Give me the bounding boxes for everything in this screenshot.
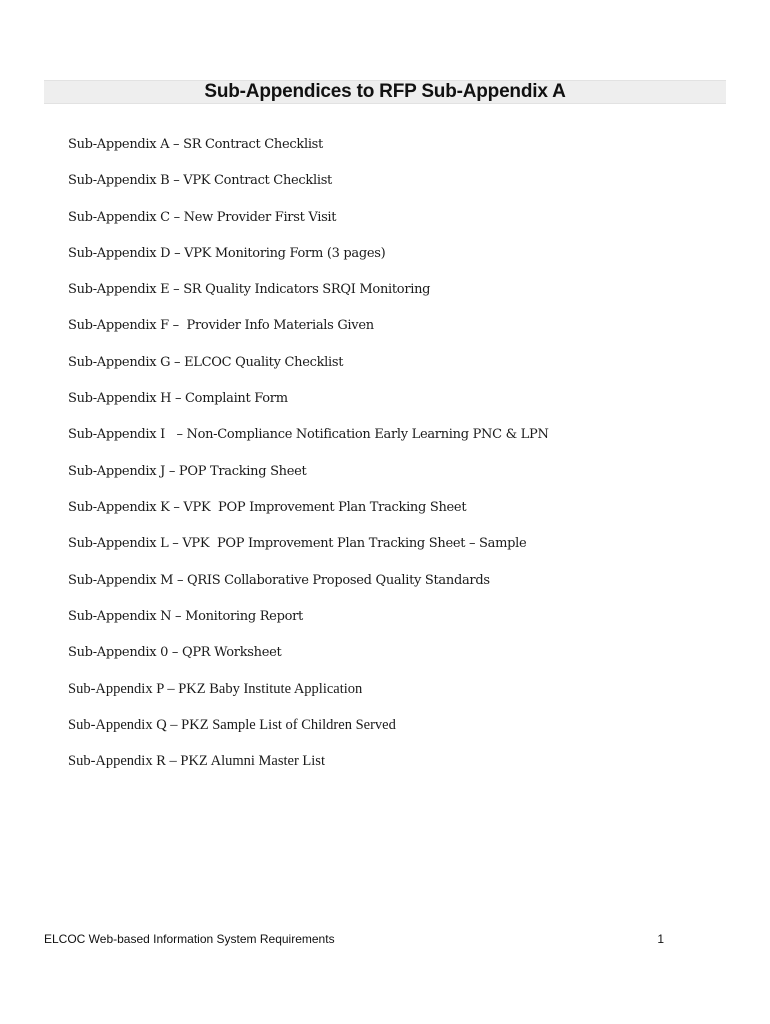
list-item: Sub-Appendix G – ELCOC Quality Checklist — [68, 354, 344, 370]
list-item: Sub-Appendix C – New Provider First Visit — [68, 209, 337, 225]
list-item: Sub-Appendix D – VPK Monitoring Form (3 pages) — [68, 245, 386, 261]
list-item: Sub-Appendix E – SR Quality Indicators SRQI Monitoring — [68, 282, 431, 298]
list-item: Sub-Appendix M – QRIS Collaborative Proposed Quality Standards — [68, 572, 490, 588]
footer-title: ELCOC Web-based Information System Requirements — [44, 932, 335, 946]
list-item: Sub-Appendix 0 – QPR Worksheet — [68, 645, 282, 661]
list-item: Sub-Appendix A – SR Contract Checklist — [68, 137, 323, 152]
list-item: Sub-Appendix F – Provider Info Materials Given — [68, 318, 374, 334]
title-bar — [44, 80, 726, 104]
list-item: Sub-Appendix J – POP Tracking Sheet — [68, 463, 307, 479]
list-item: Sub-Appendix I – Non-Compliance Notification Early Learning PNC & LPN — [68, 427, 549, 443]
page-number: 1 — [657, 932, 664, 946]
list-item: Sub-Appendix L – VPK POP Improvement Plan Tracking Sheet – Sample — [68, 536, 527, 552]
list-item: Sub-Appendix H – Complaint Form — [68, 391, 288, 407]
page-title: Sub-Appendices to RFP Sub-Appendix A — [204, 81, 566, 102]
appendix-list — [68, 136, 549, 788]
list-item: Sub-Appendix N – Monitoring Report — [68, 608, 303, 624]
list-item: Sub-Appendix B – VPK Contract Checklist — [68, 173, 332, 189]
list-item: Sub-Appendix Q – PKZ Sample List of Children Served — [68, 717, 396, 734]
list-item: Sub-Appendix P – PKZ Baby Institute Application — [68, 681, 363, 698]
list-item: Sub-Appendix K – VPK POP Improvement Plan Tracking Sheet — [68, 499, 467, 515]
list-item: Sub-Appendix R – PKZ Alumni Master List — [68, 753, 325, 770]
